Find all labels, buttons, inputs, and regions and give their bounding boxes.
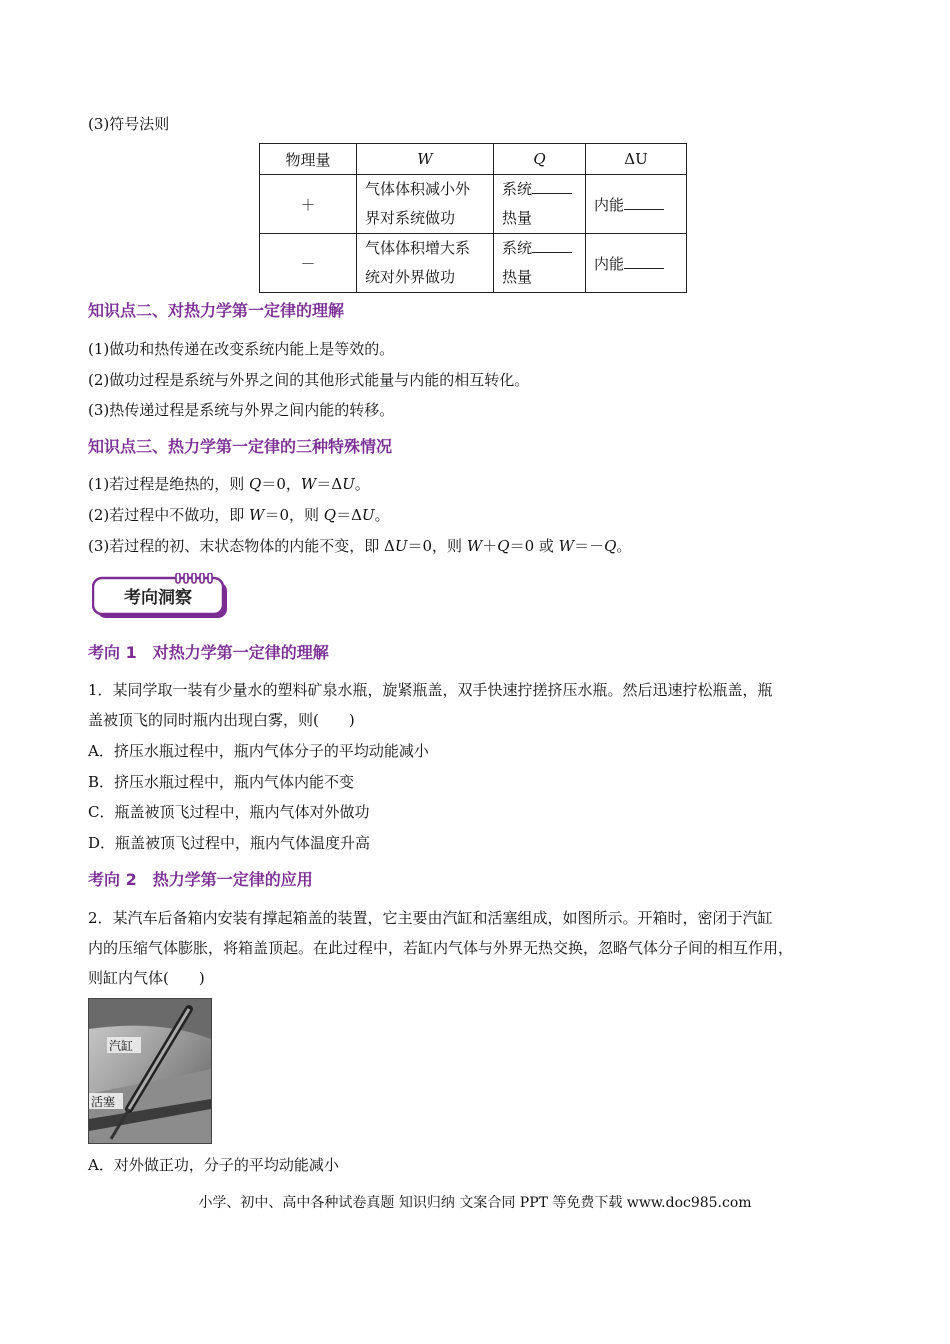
question-text: 2．某汽车后备箱内安装有撑起箱盖的装置，它主要由汽缸和活塞组成，如图所示。开箱时，密闭于汽缸 [88,909,773,927]
section-heading: 知识点三、热力学第一定律的三种特殊情况 [88,437,393,456]
work-cell: 气体体积增大系 统对外界做功 [357,234,494,293]
paragraph: (2)做功过程是系统与外界之间的其他形式能量与内能的相互转化。 [88,371,530,389]
answer-blank [532,238,572,253]
header-cell: Q [494,144,586,175]
header-cell: W [357,144,494,175]
paragraph: (1)做功和热传递在改变系统内能上是等效的。 [88,340,395,358]
sign-cell: ＋ [260,175,357,234]
badge-label: 考向洞察 [124,588,192,608]
question-text: 1．某同学取一装有少量水的塑料矿泉水瓶，旋紧瓶盖，双手快速拧搓挤压水瓶。然后迅速拧松瓶盖，瓶 [88,681,773,699]
sign-cell: － [260,234,357,293]
header-cell: ΔU [586,144,687,175]
option-d: D．瓶盖被顶飞过程中，瓶内气体温度升高 [88,834,371,852]
page-footer: 小学、初中、高中各种试卷真题 知识归纳 文案合同 PPT 等免费下载 www.doc985.com [198,1195,752,1211]
section-heading: 考向 2 热力学第一定律的应用 [88,870,313,889]
heat-cell: 系统 热量 [494,234,586,293]
table-row [260,175,687,234]
paragraph: (2)若过程中不做功，即 W＝0，则 Q＝ΔU。 [88,506,390,524]
answer-blank [532,179,572,194]
paragraph: (1)若过程是绝热的，则 Q＝0，W＝ΔU。 [88,475,370,493]
question-text: 盖被顶飞的同时瓶内出现白雾，则( ) [88,711,355,729]
paragraph: (3)若过程的初、末状态物体的内能不变，即 ΔU＝0，则 W＋Q＝0 或 W＝－Q。 [88,537,632,555]
piston-label: 活塞 [91,1095,116,1109]
option-a: A．对外做正功，分子的平均动能减小 [88,1156,339,1174]
notebook-badge-icon [92,573,228,619]
heat-cell: 系统 热量 [494,175,586,234]
option-a: A．挤压水瓶过程中，瓶内气体分子的平均动能减小 [88,742,429,760]
question-text: 内的压缩气体膨胀，将箱盖顶起。在此过程中，若缸内气体与外界无热交换，忽略气体分子间的相互作用， [88,939,794,957]
sign-rule-table [259,143,687,293]
work-cell: 气体体积减小外 界对系统做功 [357,175,494,234]
table-row [260,234,687,293]
option-b: B．挤压水瓶过程中，瓶内气体内能不变 [88,773,355,791]
header-cell: 物理量 [260,144,357,175]
answer-blank [624,195,664,210]
answer-blank [624,254,664,269]
paragraph: (3)热传递过程是系统与外界之间内能的转移。 [88,401,395,419]
energy-cell: 内能 [586,234,687,293]
section-heading: 考向 1 对热力学第一定律的理解 [88,643,329,662]
table-header-row [260,144,687,175]
section-label: (3)符号法则 [88,115,170,133]
question-text: 则缸内气体( ) [88,969,205,987]
section-heading: 知识点二、对热力学第一定律的理解 [88,301,345,320]
option-c: C．瓶盖被顶飞过程中，瓶内气体对外做功 [88,803,370,821]
trunk-strut-photo [88,998,212,1144]
energy-cell: 内能 [586,175,687,234]
cylinder-label: 汽缸 [109,1039,134,1053]
